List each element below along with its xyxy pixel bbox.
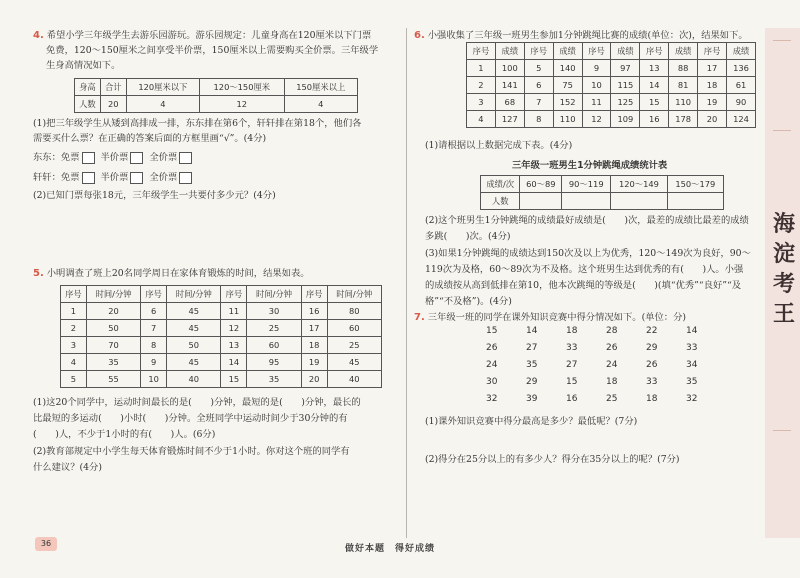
q5-exercise-table: 序号 时间/分钟 序号 时间/分钟 序号 时间/分钟 序号 时间/分钟 1 20 6 45 11 30 16 80 2 50 7 45 12 25 17 60 3 70 8 50 13 60 18 25 4 35 9 45 14 95 19 45 5 55 10 40 15 35 20 40	[60, 285, 382, 388]
sidebar-deco-line	[773, 130, 791, 131]
stats-cell-3[interactable]	[611, 193, 667, 210]
q4-sub1-line-2: 需要买什么票？在正确的答案后面的方框里画“√”。(4分)	[33, 133, 267, 144]
q5-number: 5.	[33, 268, 44, 279]
q6-sub2-line-2: 多跳( )次。(4分)	[425, 231, 511, 242]
q6-stats-table: 成绩/次 60～89 90～119 120～149 150～179 人数	[480, 175, 724, 210]
sidebar-deco-line	[773, 430, 791, 431]
q6-sub2-line-1: (2)这个班男生1分钟跳绳的成绩最好成绩是( )次，最差的成绩比最差的成绩	[425, 215, 749, 226]
q6-sub3-line-4: 格”“不及格”)。(4分)	[425, 296, 512, 307]
q6-number: 6.	[414, 30, 425, 41]
q5-sub1-line-1: (1)这20个同学中，运动时间最长的是( )分钟，最短的是( )分钟，最长的	[33, 397, 361, 408]
dd-full-checkbox[interactable]	[179, 152, 192, 164]
q5-sub2-line-2: 什么建议？(4分)	[33, 462, 102, 473]
q4-number: 4.	[33, 30, 44, 41]
q5-sub1-line-2: 比最短的多运动( )小时( )分钟。全班同学中运动时间少于30分钟的有	[33, 413, 348, 424]
sidebar-title: 海 淀 考 王	[772, 212, 795, 327]
q4-height-table: 身高 合计 120厘米以下 120～150厘米 150厘米以上 人数 20 4 12 4	[74, 78, 358, 113]
q6-sub3-line-1: (3)如果1分钟跳绳的成绩达到150次及以上为优秀，120～149次为良好，90～	[425, 248, 751, 259]
sidebar-deco-line	[773, 40, 791, 41]
q6-sub3-line-3: 的成绩按从高到低排在第10，他本次跳绳的等级是( )(填“优秀”“良好”“及	[425, 280, 742, 291]
q5-intro: 5. 小明调查了班上20名同学周日在家体育锻炼的时间，结果如表。	[33, 268, 310, 279]
q5-sub1-line-3: ( )人，不少于1小时的有( )人。(6分)	[33, 429, 216, 440]
footer-slogan: 做好本题 得好成绩	[345, 544, 436, 554]
page-number: 36	[35, 537, 57, 551]
q4-sub1-line-1: (1)把三年级学生从矮到高排成一排，东东排在第6个，轩轩排在第18个，他们各	[33, 118, 362, 129]
q6-sub1: (1)请根据以上数据完成下表。(4分)	[425, 140, 573, 151]
xx-free-checkbox[interactable]	[82, 172, 95, 184]
q6-intro: 6. 小强收集了三年级一班男生参加1分钟跳绳比赛的成绩(单位：次)，结果如下。	[414, 30, 748, 41]
q4-dongdong-options: 东东：免票 半价票 全价票	[33, 150, 195, 165]
q6-stats-title: 三年级一班男生1分钟跳绳成绩统计表	[512, 160, 668, 171]
stats-cell-4[interactable]	[667, 193, 723, 210]
xx-full-checkbox[interactable]	[179, 172, 192, 184]
q4-line-3: 生身高情况如下。	[46, 60, 121, 71]
stats-cell-2[interactable]	[562, 193, 611, 210]
q4-sub2: (2)已知门票每张18元，三年级学生一共要付多少元？(4分)	[33, 190, 276, 201]
dd-half-checkbox[interactable]	[130, 152, 143, 164]
q4-line-2: 免费，120～150厘米之间享受半价票，150厘米以上需要购买全价票。三年级学	[46, 45, 379, 56]
q7-score-grid: 15 14 18 28 22 14 26 27 33 26 29 33 24 35 27 24 26 34 30 29 15 18 33 35 32 39 16 25 18 32	[486, 326, 698, 404]
q6-jump-rope-table: 序号 成绩 序号 成绩 序号 成绩 序号 成绩 序号 成绩 1 100 5 140 9 97 13 88 17 136 2 141 6 75 10 115 14 81 18 61 3 68 7 152 11 125 15 110 19 90 4 127 8 110 12 109 16 178 20 124	[466, 42, 756, 128]
q7-intro: 7. 三年级一班的同学在课外知识竞赛中得分情况如下。(单位：分)	[414, 312, 687, 323]
xx-half-checkbox[interactable]	[130, 172, 143, 184]
dd-free-checkbox[interactable]	[82, 152, 95, 164]
stats-cell-1[interactable]	[520, 193, 562, 210]
column-divider	[406, 28, 407, 538]
q7-number: 7.	[414, 312, 425, 323]
q5-sub2-line-1: (2)教育部规定中小学生每天体育锻炼时间不少于1小时。你对这个班的同学有	[33, 446, 350, 457]
q4-xuanxuan-options: 轩轩：免票 半价票 全价票	[33, 170, 195, 185]
q6-sub3-line-2: 119次为及格，60～89次为不及格。这个班男生达到优秀的有( )人。小强	[425, 264, 744, 275]
q7-sub1: (1)课外知识竞赛中得分最高是多少？最低呢？(7分)	[425, 416, 638, 427]
q4-line-1: 4. 希望小学三年级学生去游乐园游玩。游乐园规定：儿童身高在120厘米以下门票	[33, 30, 372, 41]
q7-sub2: (2)得分在25分以上的有多少人？得分在35分以上的呢？(7分)	[425, 454, 680, 465]
